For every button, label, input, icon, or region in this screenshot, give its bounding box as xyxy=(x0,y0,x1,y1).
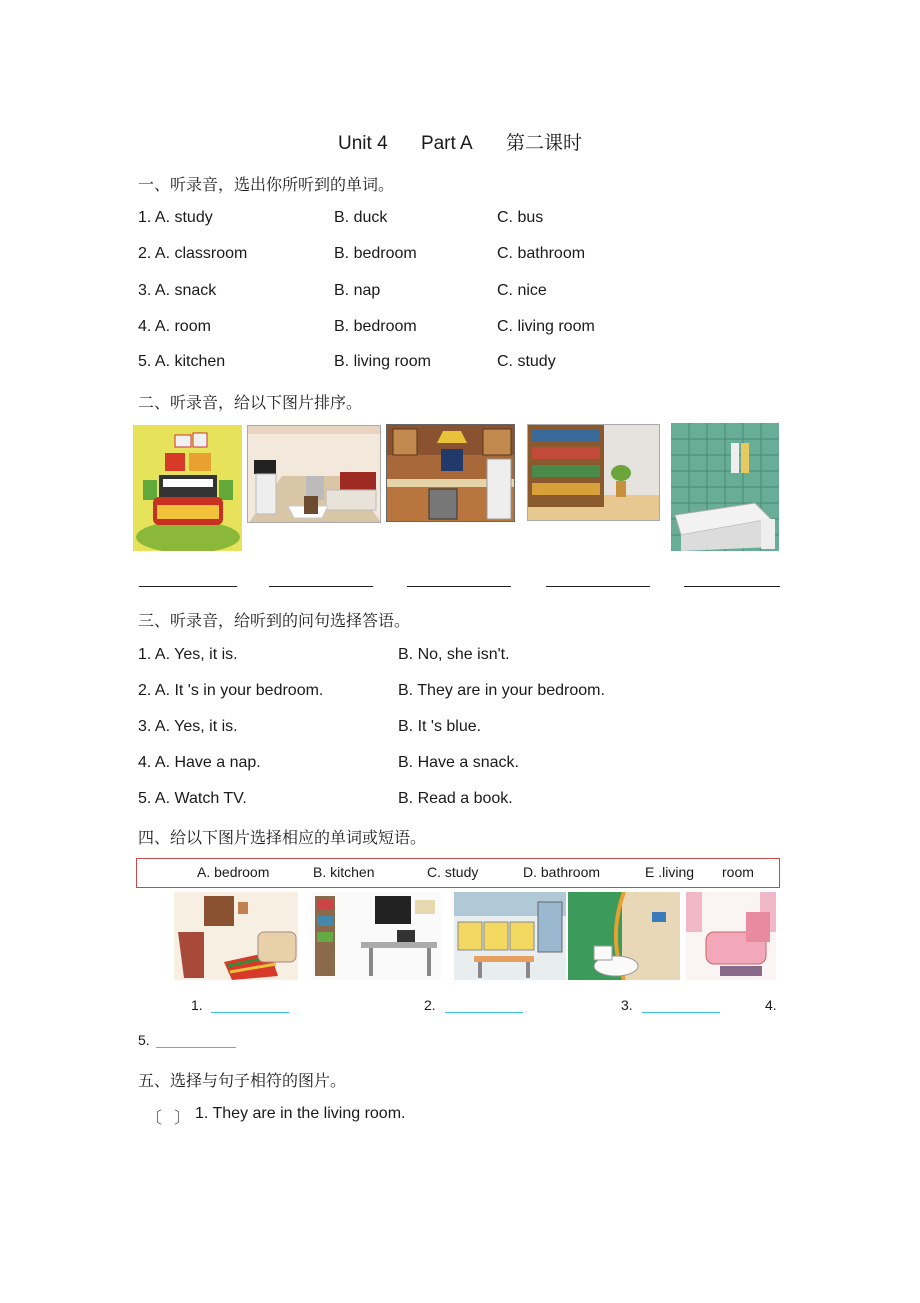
part1-q3-c: C. nice xyxy=(497,282,547,299)
option-b: B. kitchen xyxy=(313,864,375,880)
part5-q1-bracket-close: 〕 xyxy=(174,1110,191,1127)
section-3-heading: 三、听录音，给听到的问句选择答语。 xyxy=(138,613,411,630)
bathroom-picture xyxy=(671,423,779,551)
blank-number-4: 4. xyxy=(765,997,777,1013)
blank-number-3: 3. xyxy=(621,997,633,1013)
part1-q4-b: B. bedroom xyxy=(334,318,417,335)
title-lesson: 第二课时 xyxy=(505,133,582,154)
part1-q5-b: B. living room xyxy=(334,353,431,370)
section-4-heading: 四、给以下图片选择相应的单词或短语。 xyxy=(138,830,427,847)
title-unit: Unit 4 xyxy=(338,133,388,154)
part4-living-room-picture xyxy=(174,892,298,980)
part1-q2-b: B. bedroom xyxy=(334,245,417,262)
part3-q2-a: 2. A. It 's in your bedroom. xyxy=(138,682,324,699)
title-part: Part A xyxy=(420,133,473,154)
part1-q2-a: 2. A. classroom xyxy=(138,245,248,262)
part1-q1-a: 1. A. study xyxy=(138,209,213,226)
part3-q3-a: 3. A. Yes, it is. xyxy=(138,718,238,735)
word-bank-box xyxy=(136,858,780,888)
answer-line[interactable] xyxy=(684,586,780,587)
part1-q4-a: 4. A. room xyxy=(138,318,211,335)
section-5-heading: 五、选择与句子相符的图片。 xyxy=(138,1073,347,1090)
part3-q5-b: B. Read a book. xyxy=(398,790,513,807)
option-e: E .living xyxy=(645,864,695,880)
answer-blank-5[interactable] xyxy=(156,1047,236,1048)
kitchen-picture xyxy=(386,424,515,522)
part1-q3-a: 3. A. snack xyxy=(138,282,217,299)
part4-bathroom-picture xyxy=(568,892,680,980)
part3-q4-b: B. Have a snack. xyxy=(398,754,519,771)
blank-number-5: 5. xyxy=(138,1032,150,1048)
answer-blank-3[interactable] xyxy=(642,1012,720,1013)
blank-number-1: 1. xyxy=(191,997,203,1013)
living-room-picture xyxy=(247,425,381,523)
section-2-heading: 二、听录音，给以下图片排序。 xyxy=(138,395,363,412)
part4-bedroom-picture xyxy=(686,892,776,980)
part3-q2-b: B. They are in your bedroom. xyxy=(398,682,605,699)
bedroom-picture xyxy=(133,425,242,551)
study-picture xyxy=(527,424,660,521)
part3-q1-b: B. No, she isn't. xyxy=(398,646,510,663)
answer-line[interactable] xyxy=(407,586,511,587)
part1-q2-c: C. bathroom xyxy=(497,245,586,262)
blank-number-2: 2. xyxy=(424,997,436,1013)
part1-q4-c: C. living room xyxy=(497,318,595,335)
option-c: C. study xyxy=(427,864,479,880)
part1-q5-c: C. study xyxy=(497,353,556,370)
section-1-heading: 一、听录音，选出你所听到的单词。 xyxy=(138,177,395,194)
option-a: A. bedroom xyxy=(197,864,270,880)
part3-q4-a: 4. A. Have a nap. xyxy=(138,754,261,771)
part1-q3-b: B. nap xyxy=(334,282,381,299)
part4-kitchen-picture xyxy=(454,892,566,980)
answer-blank-2[interactable] xyxy=(445,1012,523,1013)
answer-line[interactable] xyxy=(546,586,650,587)
answer-blank-1[interactable] xyxy=(211,1012,289,1013)
part5-q1-text: 1. They are in the living room. xyxy=(195,1105,406,1122)
part1-q1-c: C. bus xyxy=(497,209,544,226)
part1-q5-a: 5. A. kitchen xyxy=(138,353,226,370)
part5-q1-bracket-open[interactable]: 〔 xyxy=(146,1110,163,1127)
part1-q1-b: B. duck xyxy=(334,209,388,226)
part4-study-picture xyxy=(311,892,441,980)
option-e-cont: room xyxy=(722,864,754,880)
option-d: D. bathroom xyxy=(523,864,601,880)
part3-q5-a: 5. A. Watch TV. xyxy=(138,790,247,807)
part3-q3-b: B. It 's blue. xyxy=(398,718,482,735)
answer-line[interactable] xyxy=(139,586,237,587)
answer-line[interactable] xyxy=(269,586,373,587)
part3-q1-a: 1. A. Yes, it is. xyxy=(138,646,238,663)
page-title xyxy=(0,128,920,155)
